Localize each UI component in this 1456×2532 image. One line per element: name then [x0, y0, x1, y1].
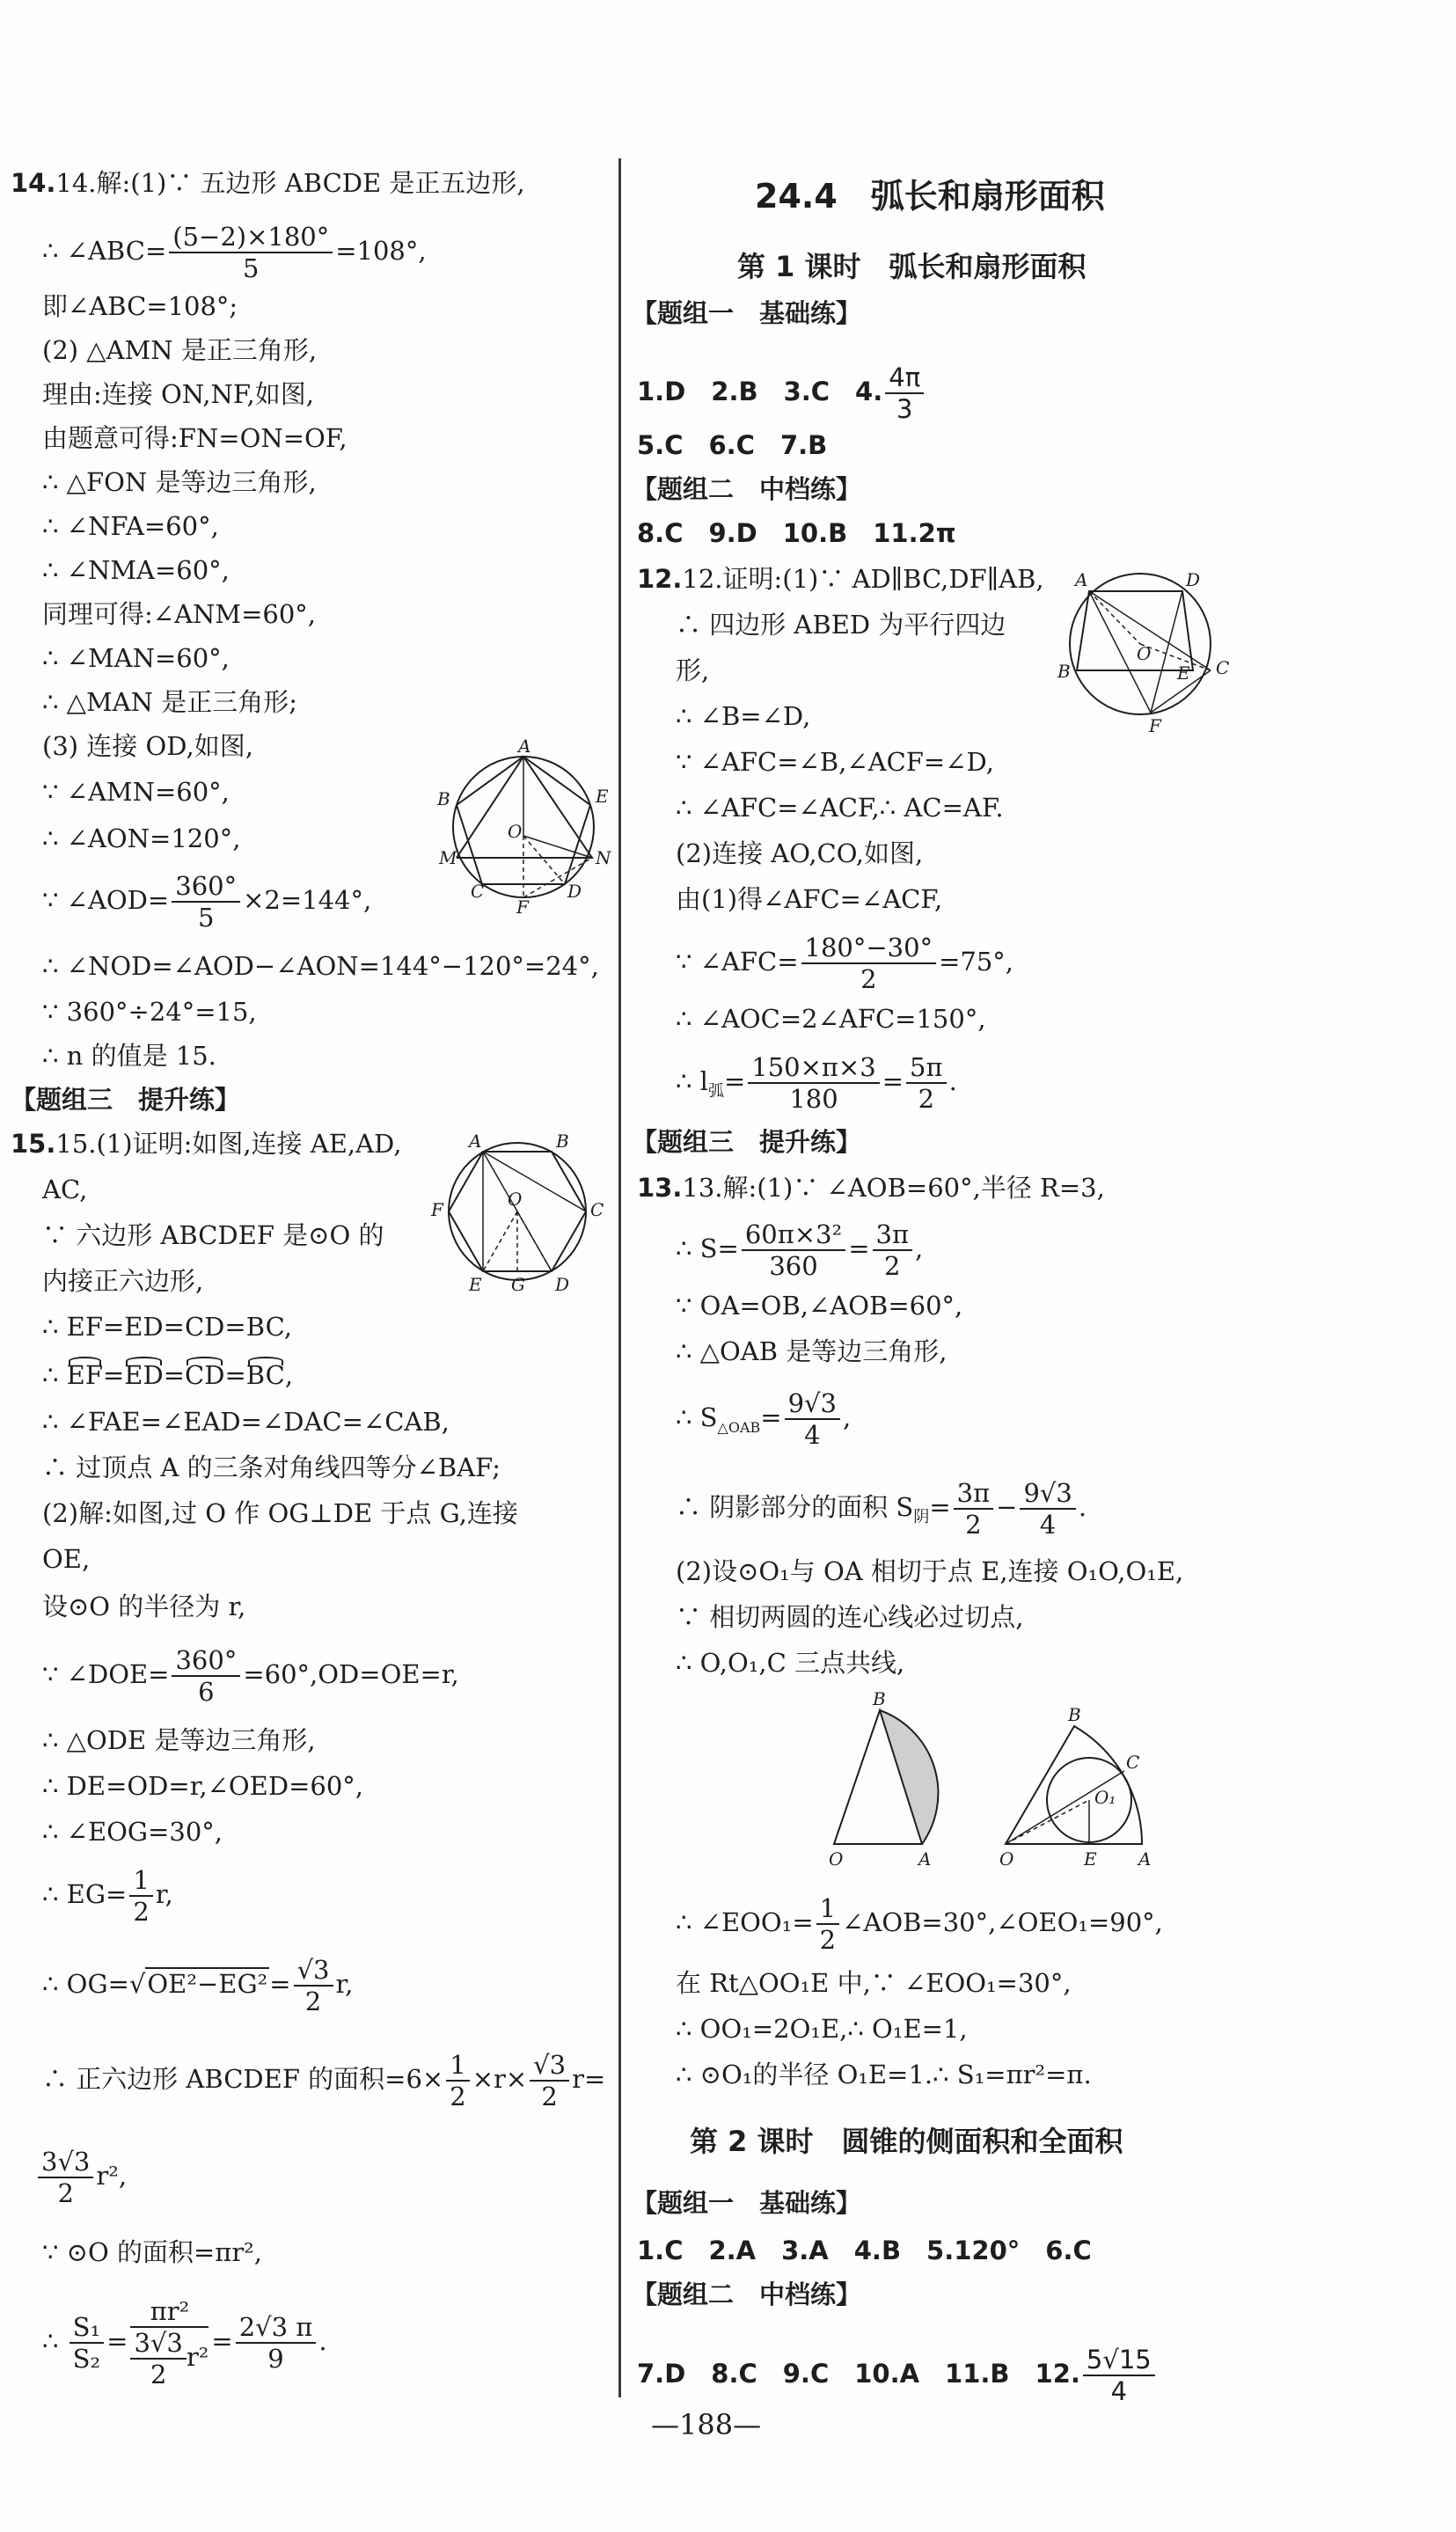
- group-header: 【题组一 基础练】: [632, 2188, 862, 2218]
- text-line: ∴ OO₁=2O₁E,∴ O₁E=1,: [676, 2014, 968, 2044]
- text-line: 由(1)得∠AFC=∠ACF,: [676, 884, 943, 914]
- text-line: AC,: [42, 1175, 88, 1204]
- text-line: ∴ ∠B=∠D,: [676, 701, 811, 731]
- text-line: ∴ ∠FAE=∠EAD=∠DAC=∠CAB,: [42, 1407, 450, 1437]
- group-header: 【题组三 提升练】: [11, 1085, 241, 1115]
- arc-equality-line: ∴ EF=ED=CD=BC,: [42, 1360, 294, 1390]
- formula-line: ∴ $\frac{\text{S₁}}{\text{S₂}}$ = πr² $\frac{3√3}{2}$ r² = $\frac{2√3 \pi}{9}$ .: [42, 2296, 327, 2389]
- text-line: ∴ 四边形 ABED 为平行四边: [676, 610, 1006, 640]
- point-label: D: [567, 881, 582, 902]
- point-label: C: [1216, 657, 1230, 678]
- text-line: ∴ ∠NFA=60°,: [42, 511, 219, 541]
- point-label: D: [555, 1274, 570, 1295]
- point-label: C: [471, 881, 485, 902]
- point-label: D: [1186, 569, 1201, 590]
- point-label: A: [1075, 569, 1088, 590]
- text-line: ∴ ∠NMA=60°,: [42, 555, 230, 585]
- figure-sector-shaded: [772, 1687, 948, 1872]
- problem-12-head: 12.12.证明:(1)∵ AD∥BC,DF∥AB,: [637, 564, 1044, 594]
- arc-label: CD: [185, 1360, 225, 1390]
- point-label: C: [590, 1199, 604, 1220]
- text-line: ∴ △ODE 是等边三角形,: [42, 1725, 316, 1755]
- text-line: 形,: [676, 655, 710, 685]
- problem-15-head: 15.15.(1)证明:如图,连接 AE,AD,: [11, 1129, 402, 1159]
- lesson-title: 第 1 课时 弧长和扇形面积: [737, 250, 1087, 283]
- point-label: C: [1126, 1752, 1140, 1773]
- point-label: F: [516, 896, 529, 915]
- figure-pentagon-circle: [435, 739, 611, 915]
- problem-14-line: ∵ ∠AOD= $\frac{360^\circ}{5}$ ×2=144°,: [42, 871, 372, 933]
- formula-line: ∴ EG= $\frac{1}{2}$ r,: [42, 1865, 173, 1927]
- text-line: ∴ 过顶点 A 的三条对角线四等分∠BAF;: [42, 1453, 501, 1482]
- lesson-title: 第 2 课时 圆锥的侧面积和全面积: [690, 2125, 1123, 2158]
- text-line: ∴ O,O₁,C 三点共线,: [676, 1648, 905, 1678]
- point-label: E: [469, 1274, 482, 1295]
- point-label: A: [518, 739, 531, 757]
- formula-line: ∴ OG=√OE²−EG²= $\frac{√3}{2}$ r,: [42, 1955, 354, 2016]
- text-line: ∵ 360°÷24°=15,: [42, 997, 257, 1027]
- text-line: 同理可得:∠ANM=60°,: [42, 599, 316, 629]
- point-label: O₁: [1094, 1787, 1116, 1808]
- point-label: O: [508, 1189, 523, 1210]
- text-line: 设⊙O 的半径为 r,: [42, 1592, 246, 1621]
- answer-line: 5.C 6.C 7.B: [637, 430, 828, 460]
- point-label: O: [999, 1848, 1014, 1870]
- text-line: ∴ n 的值是 15.: [42, 1041, 216, 1071]
- formula-line: $\frac{3√3}{2}$ r²,: [35, 2147, 127, 2208]
- text-line: ∵ ∠AFC=∠B,∠ACF=∠D,: [676, 747, 994, 777]
- text-line: (2)设⊙O₁与 OA 相切于点 E,连接 O₁O,O₁E,: [676, 1556, 1184, 1586]
- figure-hexagon-circle: [427, 1128, 607, 1295]
- text-line: 内接正六边形,: [42, 1266, 204, 1296]
- text-line: OE,: [42, 1544, 91, 1574]
- text-line: ∴ △MAN 是正三角形;: [42, 687, 297, 717]
- text-line: ∴ △OAB 是等边三角形,: [676, 1336, 947, 1366]
- text-line: 在 Rt△OO₁E 中,∵ ∠EOO₁=30°,: [676, 1968, 1072, 1998]
- figure-sector-incircle: [975, 1687, 1168, 1872]
- point-label: B: [437, 788, 450, 809]
- point-label: F: [431, 1199, 443, 1220]
- arc-label: ED: [124, 1360, 164, 1390]
- point-label: E: [1084, 1848, 1097, 1870]
- point-label: N: [596, 847, 611, 868]
- point-label: B: [1068, 1704, 1081, 1725]
- text-line: ∴ ∠MAN=60°,: [42, 643, 230, 673]
- point-label: E: [1177, 662, 1190, 684]
- page-number: —188—: [651, 2408, 762, 2441]
- group-header: 【题组三 提升练】: [632, 1127, 862, 1157]
- problem-14-line: ∴ ∠ABC= $\frac{(5-2)\times 180^\circ}{5}$ =108°,: [42, 222, 427, 283]
- point-label: B: [873, 1688, 886, 1709]
- column-divider: [618, 158, 621, 2397]
- formula-line: ∴ 阴影部分的面积 $S_阴=$ $\frac{3\pi}{2}$ − $\frac{9√3}{4}$ .: [676, 1478, 1087, 1540]
- figure-circle-parallelogram: [1052, 556, 1237, 736]
- formula-line: ∵ ∠AFC= $\frac{180^\circ-30^\circ}{2}$ =75°,: [676, 933, 1014, 994]
- formula-line: ∴ $l_弧=$ $\frac{150\times\pi\times 3}{180}$ = $\frac{5\pi}{2}$ .: [676, 1052, 957, 1114]
- point-label: F: [1149, 715, 1161, 736]
- text-line: ∵ ∠AMN=60°,: [42, 777, 230, 807]
- point-label: O: [829, 1848, 844, 1870]
- arc-label: EF: [66, 1360, 103, 1390]
- formula-line: ∴ 正六边形 ABCDEF 的面积=6× $\frac{1}{2}$ ×r× $\frac{√3}{2}$ r=: [42, 2050, 606, 2111]
- text-line: 由题意可得:FN=ON=OF,: [42, 423, 348, 453]
- answer-line: 1.C 2.A 3.A 4.B 5.120° 6.C: [637, 2236, 1092, 2265]
- arc-label: BC: [245, 1360, 285, 1390]
- formula-line: ∴ ∠EOO₁= $\frac{1}{2}$ ∠AOB=30°,∠OEO₁=90°,: [676, 1893, 1163, 1955]
- text-line: ∴ ∠EOG=30°,: [42, 1817, 223, 1847]
- fraction: $\frac{(5-2)\times 180^\circ}{5}$: [169, 222, 333, 283]
- group-header: 【题组一 基础练】: [632, 298, 862, 328]
- text-line: (2)连接 AO,CO,如图,: [676, 838, 924, 868]
- group-header: 【题组二 中档练】: [632, 474, 862, 504]
- text-line: 理由:连接 ON,NF,如图,: [42, 379, 314, 409]
- problem-14-head: 14.14.解:(1)∵ 五边形 ABCDE 是正五边形,: [11, 168, 525, 198]
- text-line: (2)解:如图,过 O 作 OG⊥DE 于点 G,连接: [42, 1498, 518, 1528]
- text-line: ∴ ∠AON=120°,: [42, 823, 241, 853]
- point-label: A: [918, 1848, 932, 1870]
- point-label: G: [511, 1274, 525, 1295]
- formula-line: ∴ S= $\frac{\text{60π×3²}}{360}$ = $\frac{3\pi}{2}$ ,: [676, 1219, 924, 1281]
- answer-line: 7.D 8.C 9.C 10.A 11.B 12. $\frac{5√15}{4}$: [637, 2345, 1158, 2406]
- point-label: O: [508, 821, 523, 842]
- text-line: ∴ △FON 是等边三角形,: [42, 467, 317, 497]
- point-label: M: [439, 847, 457, 868]
- text-line: ∴ ∠NOD=∠AOD−∠AON=144°−120°=24°,: [42, 951, 599, 981]
- problem-13-head: 13.13.解:(1)∵ ∠AOB=60°,半径 R=3,: [637, 1173, 1105, 1203]
- answer-line: 1.D 2.B 3.C 4. $\frac{4\pi}{3}$: [637, 362, 926, 424]
- text-line: (3) 连接 OD,如图,: [42, 731, 253, 761]
- formula-line: ∴ $S_{\triangle OAB}=$ $\frac{9√3}{4}$ ,: [676, 1388, 852, 1450]
- point-label: O: [1137, 643, 1152, 664]
- text-line: ∴ EF=ED=CD=BC,: [42, 1312, 292, 1342]
- text-line: (2) △AMN 是正三角形,: [42, 335, 318, 365]
- group-header: 【题组二 中档练】: [632, 2280, 862, 2309]
- text-line: ∴ ⊙O₁的半径 O₁E=1.∴ S₁=πr²=π.: [676, 2060, 1092, 2089]
- text-line: ∵ OA=OB,∠AOB=60°,: [676, 1291, 963, 1321]
- point-label: B: [1057, 661, 1071, 682]
- formula-line: ∵ ∠DOE= $\frac{360^\circ}{6}$ =60°,OD=OE=r,: [42, 1645, 459, 1707]
- point-label: E: [596, 786, 609, 807]
- text-line: ∵ 相切两圆的连心线必过切点,: [676, 1602, 1024, 1632]
- text-line: ∴ ∠AOC=2∠AFC=150°,: [676, 1004, 986, 1034]
- answer-line: 8.C 9.D 10.B 11.2π: [637, 518, 956, 548]
- section-title: 24.4 弧长和扇形面积: [755, 177, 1105, 216]
- text-line: ∴ ∠AFC=∠ACF,∴ AC=AF.: [676, 793, 1004, 823]
- point-label: A: [1138, 1848, 1152, 1870]
- point-label: B: [556, 1131, 569, 1152]
- text-line: ∵ ⊙O 的面积=πr²,: [42, 2237, 263, 2267]
- point-label: A: [469, 1131, 482, 1152]
- text-line: 即∠ABC=108°;: [42, 291, 238, 321]
- text-line: ∴ DE=OD=r,∠OED=60°,: [42, 1771, 364, 1801]
- text-line: ∵ 六边形 ABCDEF 是⊙O 的: [42, 1220, 384, 1250]
